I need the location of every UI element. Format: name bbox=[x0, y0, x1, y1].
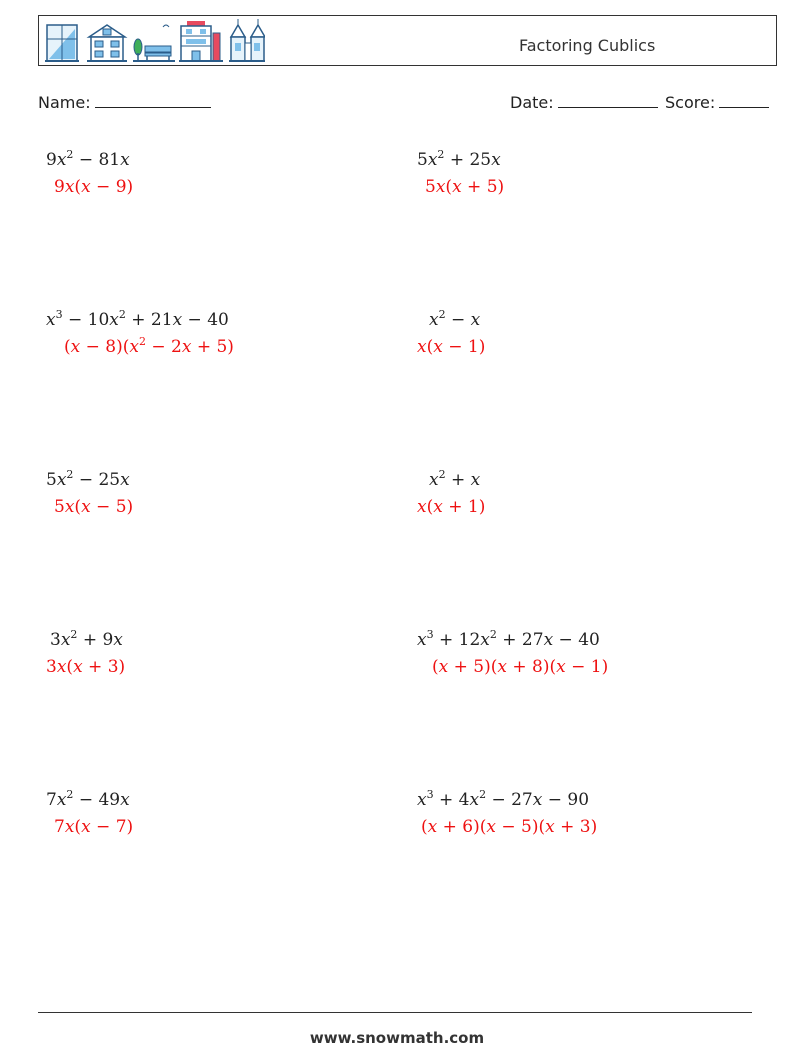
name-label: Name: bbox=[38, 93, 91, 112]
question-expression: $9x^2 - 81x$ bbox=[46, 148, 130, 170]
worksheet-title: Factoring Cublics bbox=[519, 36, 656, 55]
problem-2 bbox=[417, 150, 747, 197]
problem-4 bbox=[417, 310, 747, 357]
answer-expression: 7x(x − 7) bbox=[54, 817, 134, 837]
answer-expression: x(x − 1) bbox=[417, 337, 486, 357]
problem-6 bbox=[417, 470, 747, 517]
question-expression: $5x^2 + 25x$ bbox=[417, 148, 501, 170]
date-field[interactable] bbox=[510, 93, 658, 112]
problem-9 bbox=[46, 790, 376, 837]
answer-expression: 5x(x + 5) bbox=[425, 177, 505, 197]
answer-expression: 3x(x + 3) bbox=[46, 657, 126, 677]
date-blank[interactable] bbox=[558, 93, 658, 108]
church-icon bbox=[229, 19, 265, 62]
park-bench-icon bbox=[133, 25, 175, 62]
city-buildings-icon bbox=[45, 19, 265, 63]
name-blank[interactable] bbox=[95, 93, 211, 108]
footer-website-link[interactable]: www.snowmath.com bbox=[309, 1029, 485, 1047]
problem-3 bbox=[46, 310, 376, 357]
answer-expression: 5x(x − 5) bbox=[54, 497, 134, 517]
question-expression: $x^2 - x$ bbox=[429, 308, 481, 330]
problem-5 bbox=[46, 470, 376, 517]
question-expression: $x^2 + x$ bbox=[429, 468, 481, 490]
answer-expression: (x + 5)(x + 8)(x − 1) bbox=[432, 657, 609, 677]
question-expression: $x^3 - 10x^2 + 21x - 40$ bbox=[46, 308, 229, 330]
answer-expression: 9x(x − 9) bbox=[54, 177, 134, 197]
question-expression: $5x^2 - 25x$ bbox=[46, 468, 130, 490]
question-expression: $7x^2 - 49x$ bbox=[46, 788, 130, 810]
problem-7 bbox=[46, 630, 376, 677]
answer-expression: $(x - 8)(x^2 - 2x + 5)$ bbox=[64, 335, 234, 357]
score-blank[interactable] bbox=[719, 93, 769, 108]
footer-divider bbox=[38, 1012, 752, 1013]
question-expression: $x^3 + 12x^2 + 27x - 40$ bbox=[417, 628, 600, 650]
problem-10 bbox=[417, 790, 747, 837]
name-field[interactable] bbox=[38, 93, 211, 112]
score-label: Score: bbox=[665, 93, 716, 112]
hotel-building-icon bbox=[179, 21, 223, 62]
answer-expression: (x + 6)(x − 5)(x + 3) bbox=[421, 817, 598, 837]
glass-tower-icon bbox=[45, 25, 79, 62]
house-icon bbox=[87, 25, 127, 62]
worksheet-header bbox=[38, 15, 777, 66]
problem-1 bbox=[46, 150, 376, 197]
question-expression: $3x^2 + 9x$ bbox=[50, 628, 123, 650]
score-field[interactable] bbox=[665, 93, 769, 112]
question-expression: $x^3 + 4x^2 - 27x - 90$ bbox=[417, 788, 590, 810]
answer-expression: x(x + 1) bbox=[417, 497, 486, 517]
problem-8 bbox=[417, 630, 747, 677]
date-label: Date: bbox=[510, 93, 554, 112]
